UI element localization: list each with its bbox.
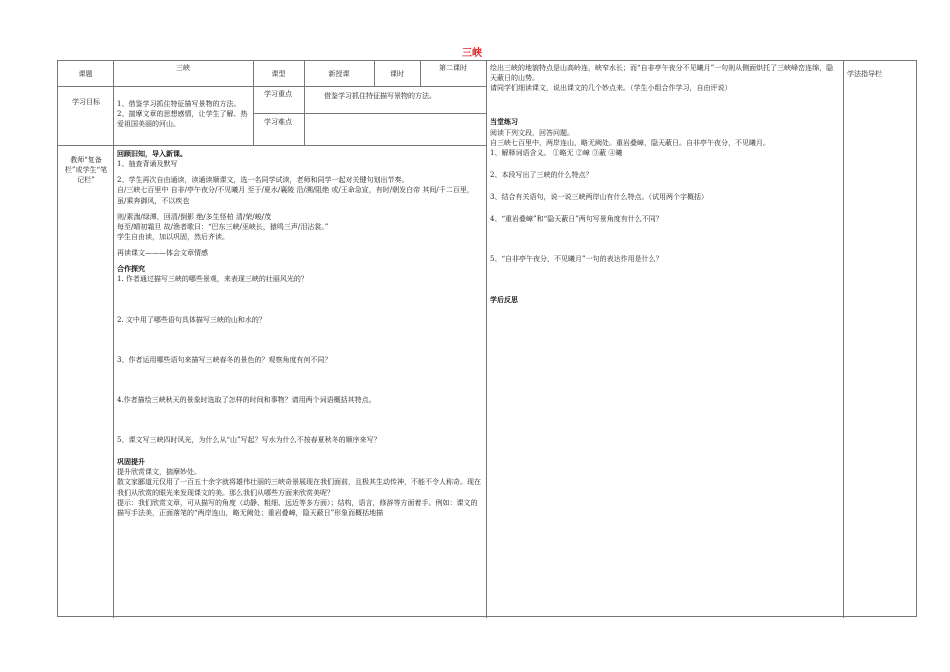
topic-label: 课题: [78, 70, 93, 78]
review-heading: 回顾旧知，导入新课。: [117, 149, 187, 158]
review-line: 每至/晴初霜旦 故/渔者歌曰：“巴东三峡/巫峡长，猿鸣三声/泪沾裳。”: [117, 222, 329, 231]
consolidate-line: 散文家郦道元仅用了一百五十余字就将雄伟壮丽的三峡奇景展现在我们面前，且极其生动传神，不能不令人称奇。现在我们从欣赏的眼光来发现课文的美。那么我们从哪些方面来欣赏美呢？: [117, 478, 481, 497]
goals-list: [113, 97, 253, 131]
difficult-value: [320, 117, 486, 121]
period-label: 课时: [390, 70, 404, 78]
reflect-heading: 学后反思: [490, 294, 518, 304]
coop-question: 3、作者运用哪些语句来描写三峡春冬的景色的？观察角度有何不同？: [117, 355, 332, 364]
coop-question: 5、课文写三峡四时风光，为什么从“山”写起？写水为什么不按春夏秋冬的顺序来写？: [117, 435, 381, 444]
practice-intro: 阅读下列文段，回答问题。: [490, 128, 574, 137]
review-line: 自/三峡七百里中 自非/亭午夜分/不见曦月 至于/夏水/襄陵 沿/溯/阻绝 或/王命急宣，有时/朝发白帝 其间/千二百里，虽/乘奔御风，不以疾也: [117, 186, 474, 205]
practice-question: 2、本段写出了三峡的什么特点？: [490, 170, 593, 179]
side-note: 教师“复备栏”或学生“笔记栏”: [64, 156, 108, 185]
consolidate-line: 提升欣赏课文，揣摩妙处。: [117, 468, 201, 477]
coop-question: 1. 作者通过描写三峡的哪些景观，来表现三峡的壮丽风光的？: [117, 275, 308, 284]
review-line: 学生自由读，加以巩固，然后齐读。: [117, 232, 229, 241]
key-value: 借鉴学习抓住特征描写景物的方法。: [324, 92, 436, 100]
goals-label: 学习目标: [72, 98, 100, 106]
review-line: 则/素湍/绿潭，回清/倒影 绝/多生怪柏 清/荣/峻/茂: [117, 212, 271, 221]
difficult-label: 学习难点: [264, 118, 292, 126]
left-content: [113, 147, 486, 617]
practice-question: 3、结合有关语句，说一说三峡两岸山有什么特点。（试用两个字概括）: [490, 193, 708, 202]
consolidate-line: 提示：我们欣赏文章，可从描写的角度（动静、粗细、远近等多方面）；结构，语言，修辞等方面着手。例如：课文的描写手法美，正面落笔的“两岸连山，略无阙处；重岩叠嶂，隐天蔽日”形象而概括地描: [117, 498, 478, 517]
practice-question: 4、“重岩叠嶂”和“隐天蔽日”两句写景角度有什么不同？: [490, 215, 663, 224]
type-value: 新授课: [328, 70, 350, 78]
key-label: 学习重点: [264, 90, 292, 98]
middle-content: [486, 61, 843, 617]
intro-line: 绘出三峡的地貌特点是山高岭连，峡窄水长；而“自非亭午夜分不见曦月”一句则从侧面烘托了三峡峰峦连绵，隐天蔽日的山势。: [490, 64, 834, 83]
review-line: 再读课文———体会文章情感: [117, 249, 208, 258]
coop-question: 4.作者描绘三峡秋天的景象时选取了怎样的时间和事物？请用两个词语概括其特点。: [117, 395, 376, 404]
practice-question: 1、解释词语含义。 ①略无 ②嶂 ③蔽 ④曦: [490, 148, 623, 157]
goal-item: 1、借鉴学习抓住特征描写景物的方法。: [117, 100, 241, 108]
practice-heading: 当堂练习: [490, 117, 518, 127]
period-value: 第二课时: [439, 64, 467, 72]
practice-intro: 自三峡七百里中，两岸连山，略无阙处。重岩叠嶂，隐天蔽日。自非亭午夜分，不见曦月。: [490, 138, 770, 147]
lesson-plan-table: [57, 60, 917, 617]
practice-question: 5、“自非亭午夜分，不见曦月”一句的表达作用是什么？: [490, 255, 663, 264]
consolidate-heading: 巩固提升: [117, 457, 145, 467]
review-line: 1、抽查背诵及默写: [117, 160, 178, 169]
coop-question: 2. 文中用了哪些语句具体描写三峡的山和水的？: [117, 315, 266, 324]
guide-label: 学法指导栏: [847, 70, 882, 78]
review-line: 2、学生再次自由通读，读通读顺课文，选一名同学试读，老师和同学一起对关键句划出节奏。: [117, 176, 409, 185]
goal-item: 2、揣摩文章的思想感情，让学生了解、热爱祖国美丽的河山。: [117, 110, 248, 129]
coop-heading: 合作探究: [117, 264, 145, 274]
type-label: 课型: [271, 70, 286, 78]
page-title: 三峡: [462, 48, 482, 59]
topic-value: 三峡: [176, 64, 190, 72]
intro-line: 请同学们细读课文，说出课文的几个妙点来。（学生小组合作学习，自由评说）: [490, 84, 732, 93]
